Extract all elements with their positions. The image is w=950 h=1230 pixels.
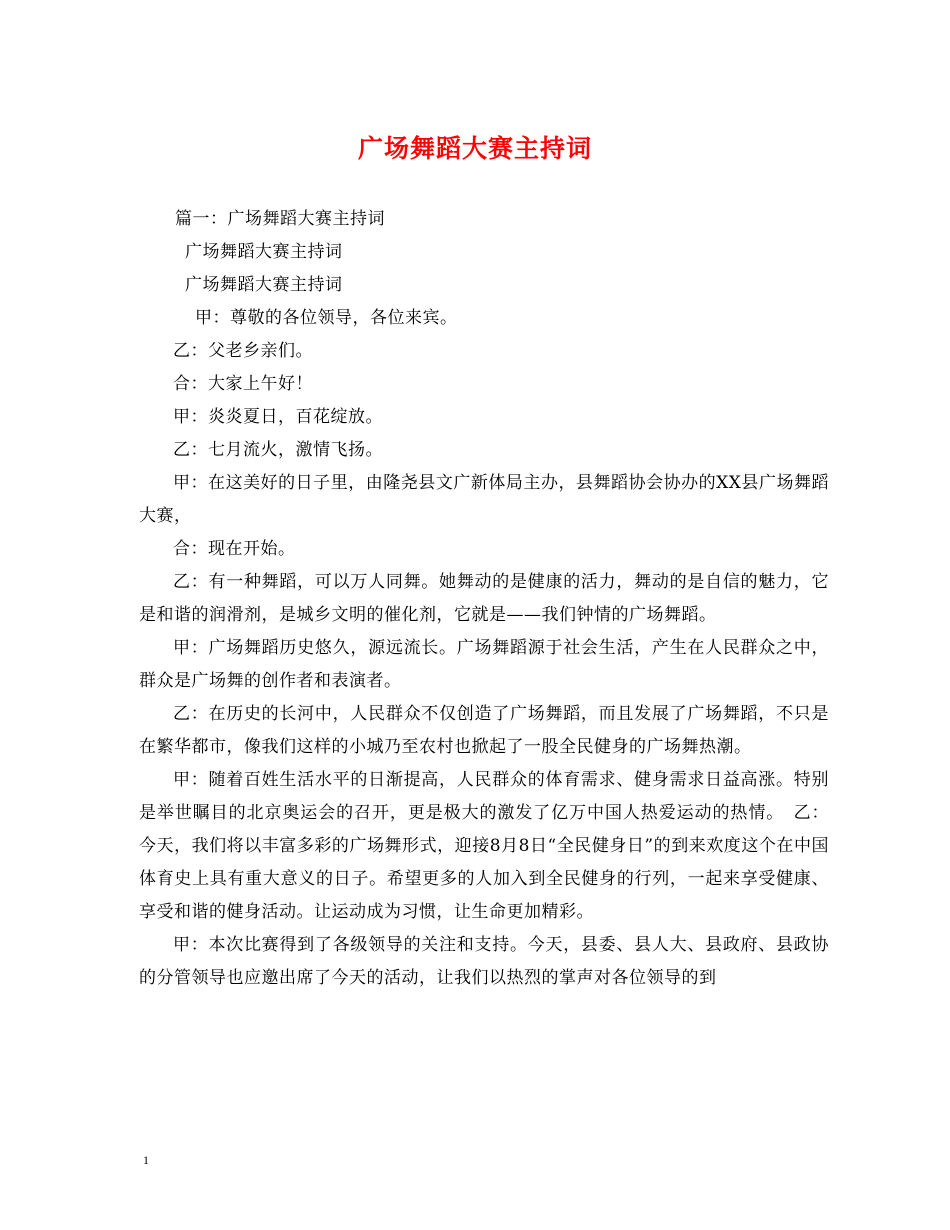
page-number: 1 — [143, 1153, 149, 1167]
paragraph: 甲：在这美好的日子里，由隆尧县文广新体局主办，县舞蹈协会协办的XX县广场舞蹈大赛， — [139, 473, 829, 526]
paragraph-subtitle: 广场舞蹈大赛主持词 — [185, 242, 343, 262]
paragraph: 乙：在历史的长河中，人民群众不仅创造了广场舞蹈，而且发展了广场舞蹈，不只是在繁华都市，像我们这样的小城乃至农村也掀起了一股全民健身的广场舞热潮。 — [139, 704, 829, 757]
paragraph: 甲：炎炎夏日，百花绽放。 — [173, 407, 383, 427]
paragraph: 甲：广场舞蹈历史悠久，源远流长。广场舞蹈源于社会生活，产生在人民群众之中，群众是广场舞的创作者和表演者。 — [139, 638, 829, 691]
paragraph: 合：大家上午好！ — [173, 374, 313, 394]
paragraph: 乙：有一种舞蹈，可以万人同舞。她舞动的是健康的活力，舞动的是自信的魅力，它是和谐的润滑剂，是城乡文明的催化剂，它就是——我们钟情的广场舞蹈。 — [139, 572, 829, 625]
paragraph: 合：现在开始。 — [173, 539, 296, 559]
paragraph-subtitle: 广场舞蹈大赛主持词 — [185, 275, 343, 295]
paragraph: 乙：七月流火，激情飞扬。 — [173, 440, 383, 460]
paragraph: 甲：本次比赛得到了各级领导的关注和支持。今天，县委、县人大、县政府、县政协的分管领导也应邀出席了今天的活动，让我们以热烈的掌声对各位领导的到 — [139, 935, 829, 988]
paragraph-section-heading: 篇一：广场舞蹈大赛主持词 — [175, 209, 385, 229]
document-body — [139, 203, 829, 995]
paragraph: 甲：随着百姓生活水平的日渐提高，人民群众的体育需求、健身需求日益高涨。特别是举世瞩目的北京奥运会的召开，更是极大的激发了亿万中国人热爱运动的热情。 乙：今天，我们将以丰富多彩的广场舞形式，迎接8月8日“全民健身日”的到来欢度这个在中国体育史上具有重大意义的日子。希望更多的人加入到全民健身的行列，一起来享受健康、享受和谐的健身活动。让运动成为习惯，让生命更加精彩。 — [139, 770, 829, 922]
document-title: 广场舞蹈大赛主持词 — [357, 134, 592, 163]
paragraph: 甲：尊敬的各位领导，各位来宾。 — [195, 308, 458, 328]
paragraph: 乙：父老乡亲们。 — [173, 341, 313, 361]
